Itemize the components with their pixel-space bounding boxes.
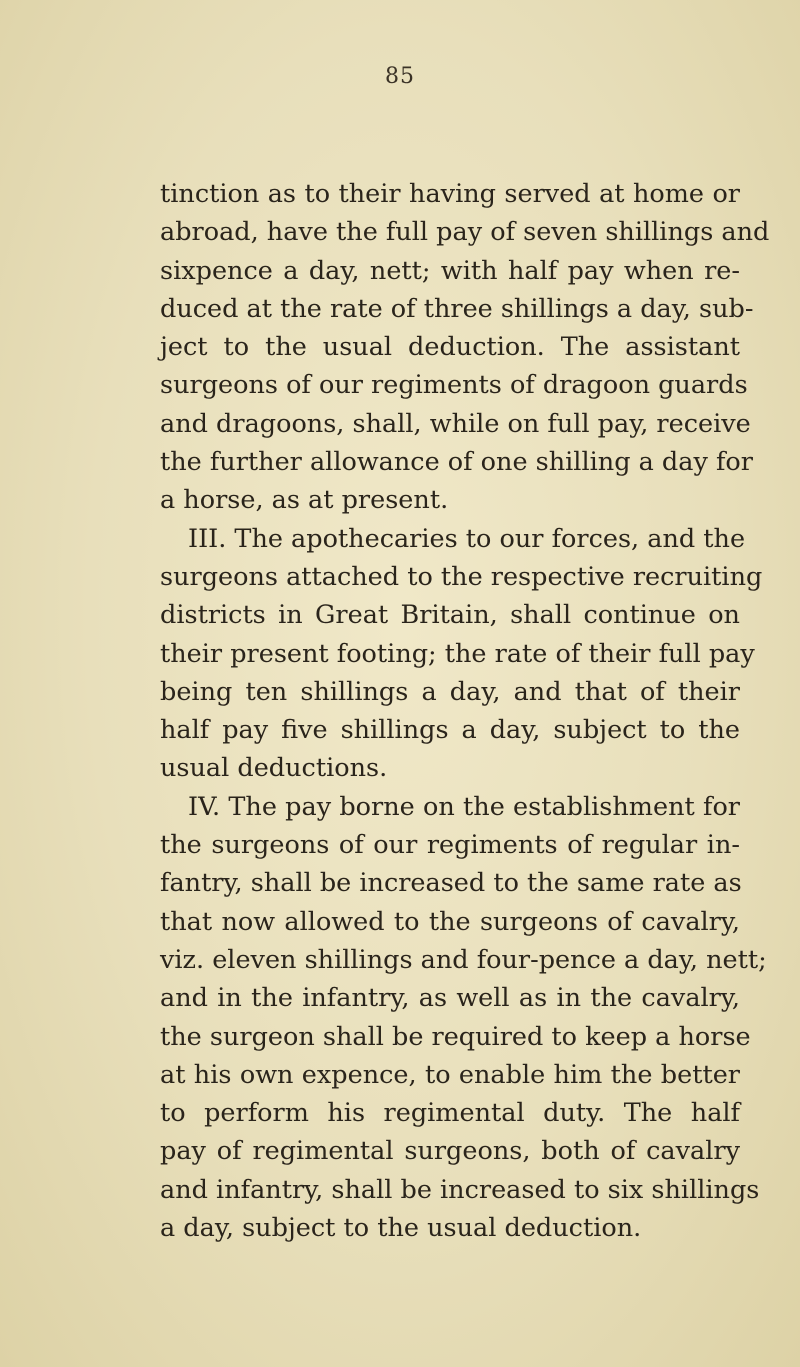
text-line: a horse, as at present.	[160, 485, 449, 516]
text-line: their present footing; the rate of their full pay	[160, 638, 755, 669]
text-line: the surgeon shall be required to keep a horse	[160, 1021, 751, 1052]
text-line: pay of regimental surgeons, both of cavalry	[160, 1136, 740, 1167]
text-line: usual deductions.	[160, 753, 388, 784]
text-line: tinction as to their having served at home or	[160, 179, 740, 209]
text-line: half pay five shillings a day, subject to the	[160, 715, 740, 746]
text-line: surgeons attached to the respective recruiting	[160, 561, 763, 592]
text-line: a day, subject to the usual deduction.	[160, 1213, 642, 1244]
text-line: the further allowance of one shilling a day for	[160, 447, 753, 478]
text-line: that now allowed to the surgeons of cavalry,	[160, 906, 740, 937]
text-line: to perform his regimental duty. The half	[160, 1098, 740, 1129]
text-line: abroad, have the full pay of seven shillings and	[160, 217, 770, 248]
text-line: ject to the usual deduction. The assistant	[160, 332, 740, 363]
text-line: viz. eleven shillings and four-pence a day, nett;	[160, 944, 767, 975]
text-line: districts in Great Britain, shall continue on	[160, 600, 740, 631]
text-line: at his own expence, to enable him the better	[160, 1059, 740, 1090]
text-line: sixpence a day, nett; with half pay when re-	[160, 255, 740, 286]
text-line: being ten shillings a day, and that of their	[160, 676, 740, 707]
paragraph-start-iv: IV. The pay borne on the establishment for	[188, 791, 740, 822]
text-line: fantry, shall be increased to the same rate as	[160, 868, 742, 899]
text-line: surgeons of our regiments of dragoon guards	[160, 370, 748, 401]
text-line: and in the infantry, as well as in the cavalry,	[160, 983, 740, 1014]
text-line: and dragoons, shall, while on full pay, receive	[160, 408, 751, 439]
body-text	[160, 175, 770, 1247]
paragraph-start-iii: III. The apothecaries to our forces, and the	[188, 523, 746, 554]
page-number: 85	[385, 64, 415, 89]
text-line: duced at the rate of three shillings a day, sub-	[160, 293, 754, 324]
text-line: the surgeons of our regiments of regular in-	[160, 830, 740, 861]
text-line: and infantry, shall be increased to six shillings	[160, 1174, 760, 1205]
